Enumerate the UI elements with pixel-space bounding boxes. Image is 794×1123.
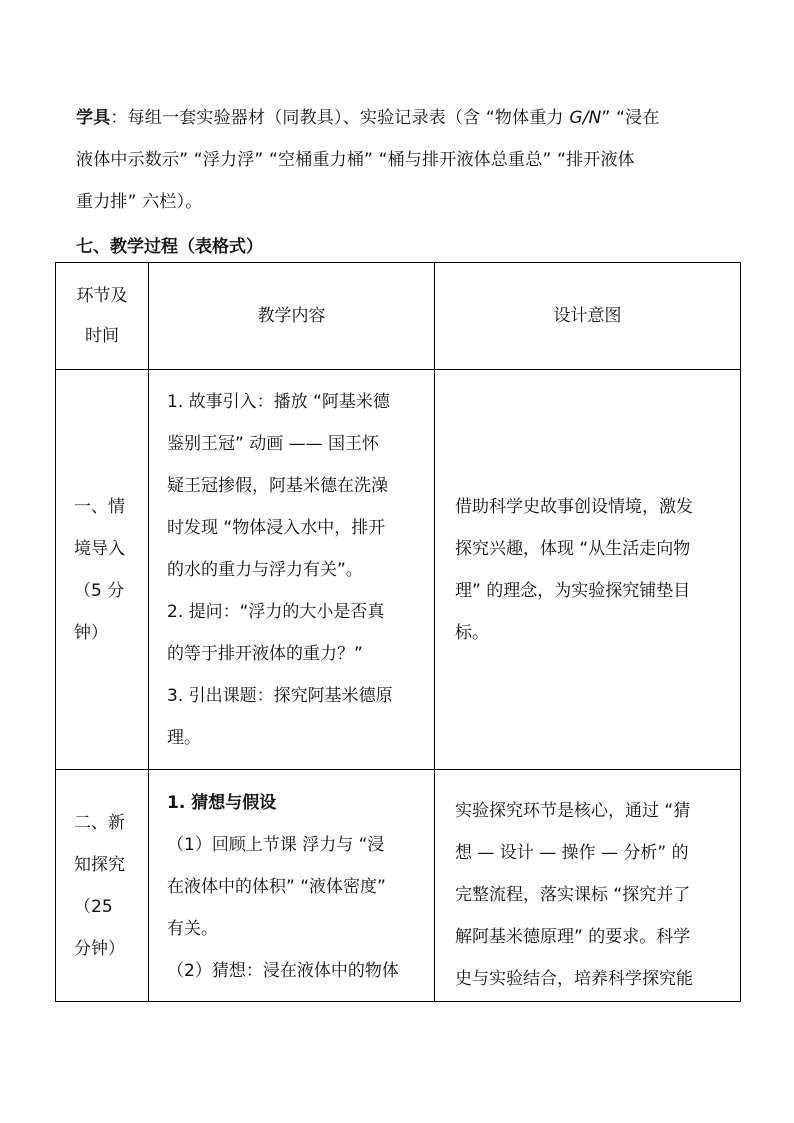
stage-cell: 一、情 境导入 （5 分 钟） — [56, 370, 149, 770]
header-stage-time: 环节及 时间 — [56, 263, 149, 370]
content-cell: 1. 猜想与假设 （1）回顾上节课 浮力与 “浸 在液体中的体积” “液体密度” 有关。 （2）猜想：浸在液体中的物体 — [149, 770, 435, 1002]
header-design-intent: 设计意图 — [435, 263, 741, 370]
content-heading: 1. 猜想与假设 — [167, 793, 277, 813]
table-row — [56, 370, 741, 770]
table-header-row — [56, 263, 741, 370]
intro-line-2: 液体中示数示” “浮力浮” “空桶重力桶” “桶与排开液体总重总” “排开液体 — [76, 150, 635, 170]
table-row — [56, 770, 741, 1002]
header-teaching-content: 教学内容 — [149, 263, 435, 370]
stage-cell: 二、新 知探究 （25 分钟） — [56, 770, 149, 1002]
intro-text-1a: ：每组一套实验器材（同教具）、实验记录表（含 “物体重力 — [110, 108, 570, 128]
intro-line-3: 重力排” 六栏）。 — [76, 192, 203, 212]
design-cell: 实验探究环节是核心，通过 “猜 想 — 设计 — 操作 — 分析” 的 完整流程，落实课标 “探究并了 解阿基米德原理” 的要求。科学 史与实验结合，培养科学探究能 — [435, 770, 741, 1002]
intro-label: 学具 — [76, 108, 111, 128]
lesson-process-table — [55, 262, 741, 1002]
intro-line-1 — [76, 108, 660, 128]
section-title: 七、教学过程（表格式） — [76, 237, 263, 257]
intro-variable: G/N — [569, 108, 602, 128]
content-cell: 1. 故事引入：播放 “阿基米德 鉴别王冠” 动画 —— 国王怀 疑王冠掺假，阿基米德在洗澡 时发现 “物体浸入水中，排开 的水的重力与浮力有关”。 2. 提问：“浮力的大小是否真 的等于排开液体的重力？” 3. 引出课题：探究阿基米德原 理。 — [149, 370, 435, 770]
intro-text-1b: ” “浸在 — [601, 108, 660, 128]
design-cell: 借助科学史故事创设情境，激发 探究兴趣，体现 “从生活走向物 理” 的理念，为实验探究铺垫目 标。 — [435, 370, 741, 770]
